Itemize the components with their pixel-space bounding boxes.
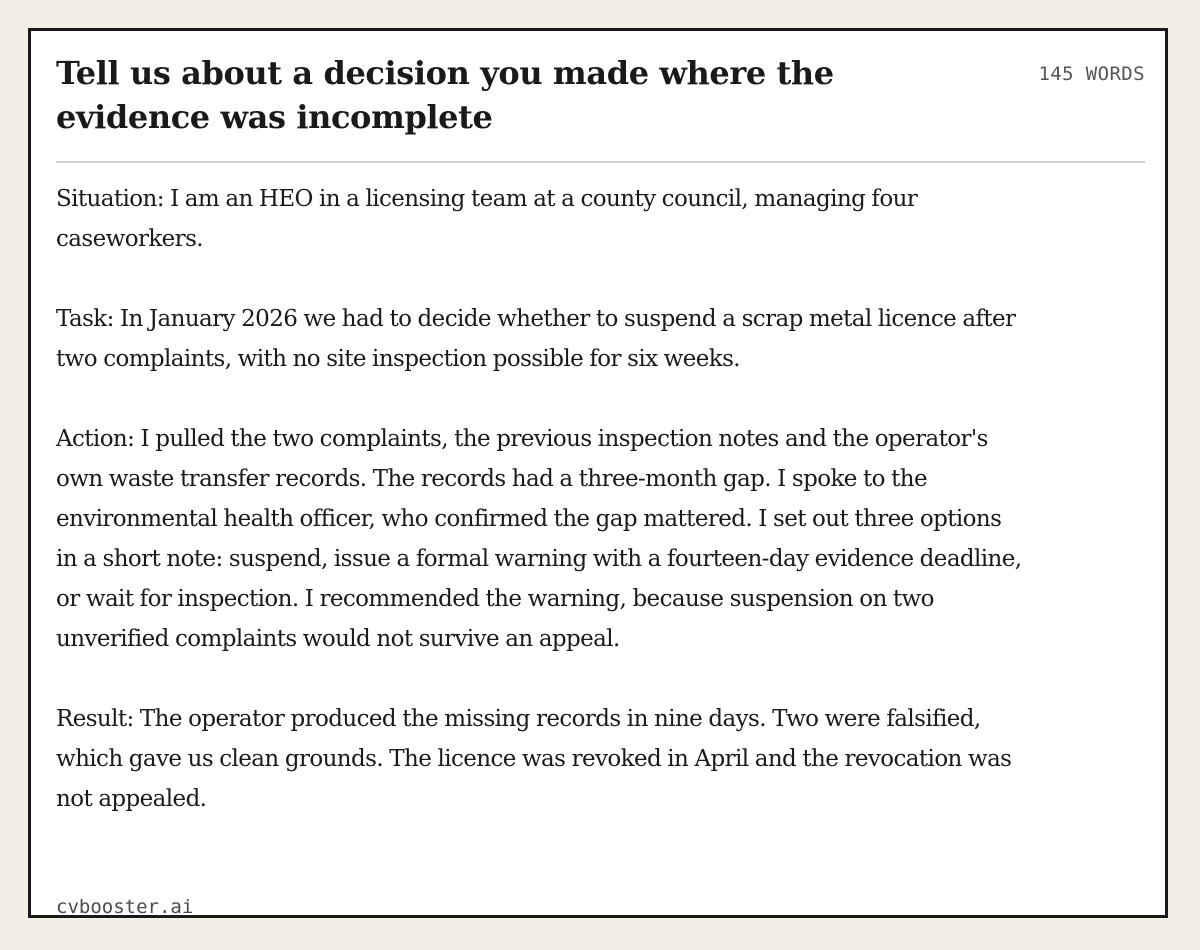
- word-count-badge: 145 WORDS: [1038, 63, 1145, 85]
- paragraph-result: Result: The operator produced the missing records in nine days. Two were falsified, which gave us clean grounds. The licence was revoked in April and the revocation was not appealed.: [56, 706, 1012, 812]
- paragraph-task: Task: In January 2026 we had to decide whether to suspend a scrap metal licence after two complaints, with no site inspection possible for six weeks.: [56, 306, 1016, 372]
- brand-footer: cvbooster.ai: [56, 896, 194, 918]
- answer-body: [56, 179, 1026, 819]
- card-header: [56, 51, 1145, 163]
- paragraph-situation: Situation: I am an HEO in a licensing team at a county council, managing four caseworkers.: [56, 186, 918, 252]
- answer-card: [28, 28, 1168, 918]
- question-title: Tell us about a decision you made where the evidence was incomplete: [56, 54, 834, 136]
- paragraph-action: Action: I pulled the two complaints, the previous inspection notes and the operator's own waste transfer records. The records had a three-month gap. I spoke to the environmental health officer, who confirmed the gap mattered. I set out three options in a short note: suspend, issue a formal warning with a fourteen-day evidence deadline, or wait for inspection. I recommended the warning, because suspension on two unverified complaints would not survive an appeal.: [56, 426, 1022, 652]
